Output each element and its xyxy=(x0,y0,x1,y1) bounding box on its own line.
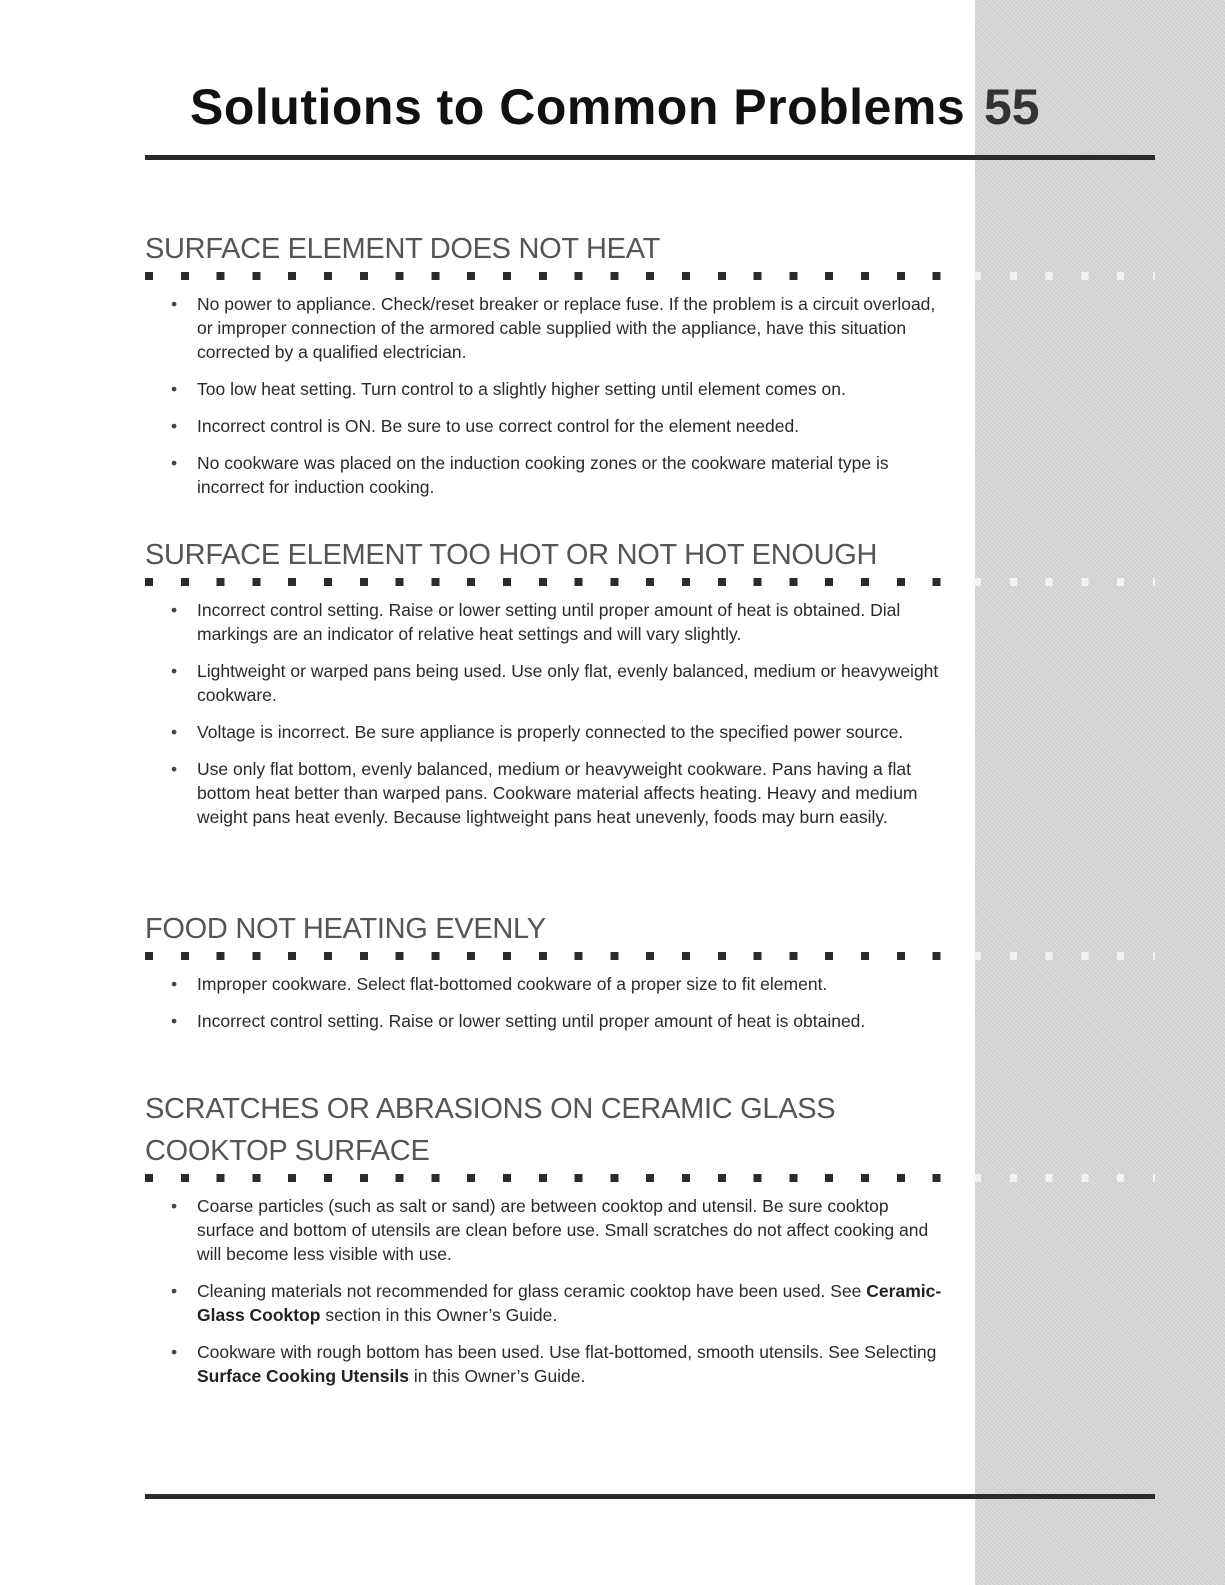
section-heading: FOOD NOT HEATING EVENLY xyxy=(145,913,546,945)
dotted-divider xyxy=(145,1174,1155,1186)
section-food-not-heating-evenly xyxy=(145,908,1155,1046)
section-heading: SCRATCHES OR ABRASIONS ON CERAMIC GLASS COOKTOP SURFACE xyxy=(145,1093,836,1167)
list-item: • Too low heat setting. Turn control to a slightly higher setting until element comes on. xyxy=(145,377,942,401)
problem-list xyxy=(145,292,1155,499)
item-text: Cookware with rough bottom has been used. Use flat-bottomed, smooth utensils. See Selecting xyxy=(197,1342,937,1362)
item-text: in this Owner’s Guide. xyxy=(413,1366,586,1386)
list-item: • Use only flat bottom, evenly balanced, medium or heavyweight cookware. Pans having a flat bottom heat better than warped pans. Cookware material affects heating. Heavy and medium weight pans heat evenly. Because lightweight pans heat unevenly, foods may burn easily. xyxy=(145,757,942,829)
section-heading: SURFACE ELEMENT DOES NOT HEAT xyxy=(145,233,661,265)
problem-list xyxy=(145,972,1155,1033)
section-heading: SURFACE ELEMENT TOO HOT OR NOT HOT ENOUGH xyxy=(145,539,878,571)
item-bold-reference: Surface Cooking Utensils xyxy=(197,1366,409,1386)
section-scratches-or-abrasions xyxy=(145,1088,1155,1401)
section-surface-element-does-not-heat xyxy=(145,228,1155,512)
list-item: • Incorrect control is ON. Be sure to use correct control for the element needed. xyxy=(145,414,942,438)
list-item: • Voltage is incorrect. Be sure appliance is properly connected to the specified power source. xyxy=(145,720,942,744)
page-number: 55 xyxy=(984,79,1040,135)
list-item xyxy=(145,1279,942,1327)
list-item: • Lightweight or warped pans being used. Use only flat, evenly balanced, medium or heavyweight cookware. xyxy=(145,659,942,707)
list-item: • Incorrect control setting. Raise or lower setting until proper amount of heat is obtained. xyxy=(145,1009,942,1033)
dotted-divider xyxy=(145,272,1155,284)
item-text: Cleaning materials not recommended for glass ceramic cooktop have been used. See xyxy=(197,1281,862,1301)
footer-rule xyxy=(145,1494,1155,1499)
dotted-divider xyxy=(145,952,1155,964)
list-item: • No cookware was placed on the induction cooking zones or the cookware material type is incorrect for induction cooking. xyxy=(145,451,942,499)
problem-list xyxy=(145,1194,1155,1388)
problem-list xyxy=(145,598,1155,829)
item-text: section in this Owner’s Guide. xyxy=(325,1305,558,1325)
page-title: Solutions to Common Problems xyxy=(190,79,966,135)
list-item: • Incorrect control setting. Raise or lower setting until proper amount of heat is obtained. Dial markings are an indicator of relative heat settings and will vary slightly. xyxy=(145,598,942,646)
list-item: • No power to appliance. Check/reset breaker or replace fuse. If the problem is a circuit overload, or improper connection of the armored cable supplied with the appliance, have this situation corrected by a qualified electrician. xyxy=(145,292,942,364)
list-item: • Coarse particles (such as salt or sand) are between cooktop and utensil. Be sure cooktop surface and bottom of utensils are clean before use. Small scratches do not affect cooking and will become less visible with use. xyxy=(145,1194,942,1266)
list-item: • Improper cookware. Select flat-bottomed cookware of a proper size to fit element. xyxy=(145,972,942,996)
dotted-divider xyxy=(145,578,1155,590)
item-bold-reference: Ceramic-Glass Cooktop xyxy=(197,1281,942,1325)
section-surface-element-too-hot xyxy=(145,534,1155,842)
list-item xyxy=(145,1340,942,1388)
header-rule xyxy=(145,155,1155,160)
